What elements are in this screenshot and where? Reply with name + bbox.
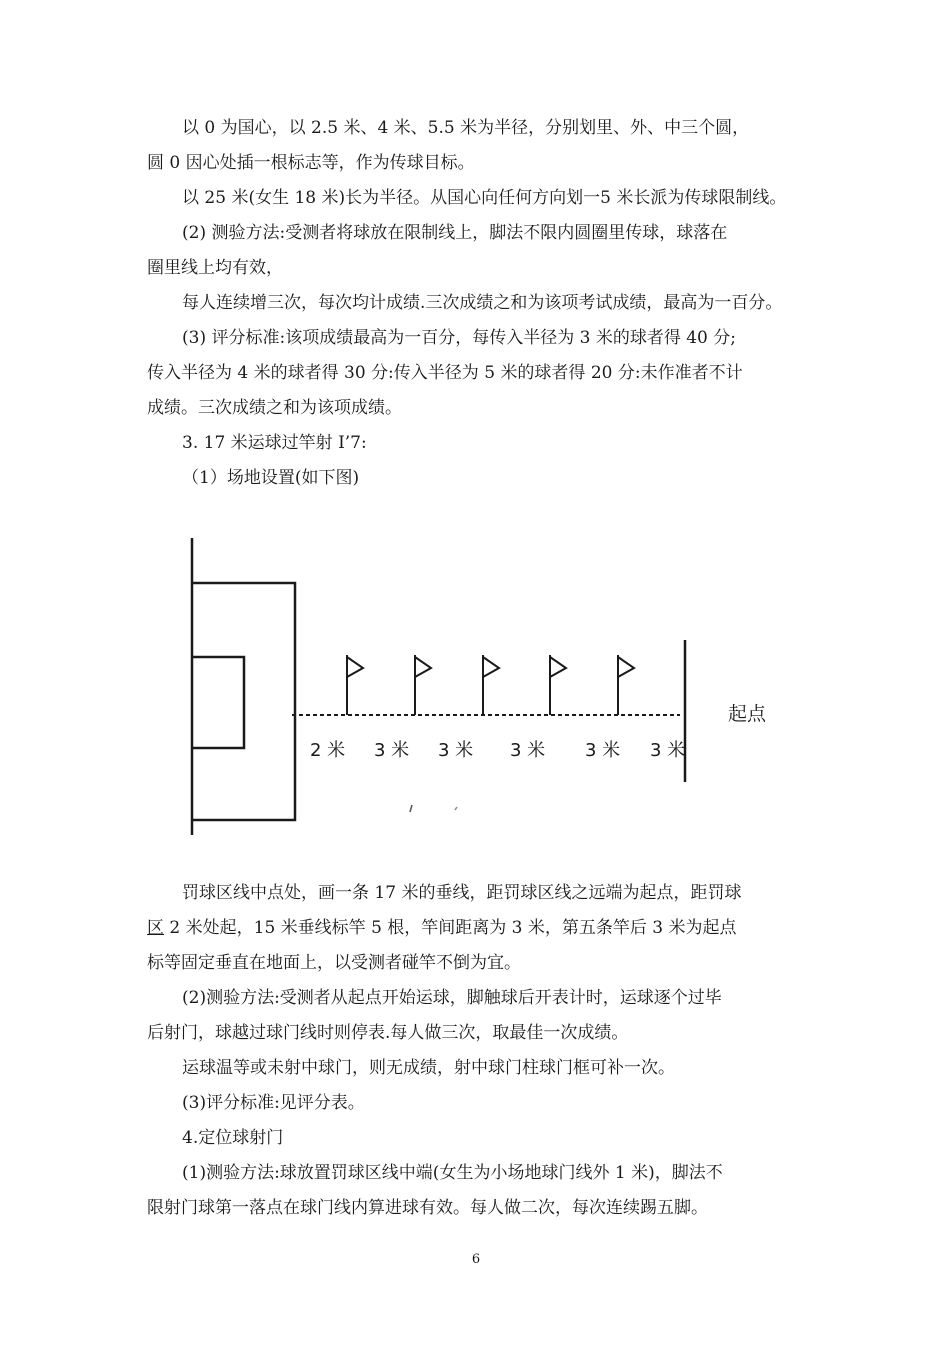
start-label: 起点 (728, 703, 767, 725)
flag-5 (618, 655, 634, 715)
subsection-heading: （1）场地设置(如下图) (182, 468, 360, 488)
flag-1 (347, 655, 363, 715)
paragraph-line: (3)评分标准:见评分表。 (182, 1093, 365, 1113)
paragraph-line: (3) 评分标准:该项成绩最高为一百分，每传入半径为 3 米的球者得 40 分; (182, 328, 737, 348)
paragraph-line: 罚球区线中点处，画一条 17 米的垂线，距罚球区线之远端为起点，距罚球 (182, 883, 742, 903)
distance-label: 3 米 (650, 740, 686, 761)
paragraph-line: (1)测验方法:球放置罚球区线中端(女生为小场地球门线外 1 米)，脚法不 (182, 1163, 723, 1183)
flag-4 (550, 655, 566, 715)
distance-label: 2 米 (310, 740, 346, 761)
paragraph-text: 2 米处起，15 米垂线标竿 5 根，竿间距离为 3 米，第五条竿后 3 米为起点 (164, 918, 737, 938)
paragraph-line: 限射门球第一落点在球门线内算进球有效。每人做二次，每次连续踢五脚。 (147, 1198, 708, 1218)
section-heading: 4.定位球射门 (182, 1128, 284, 1148)
flag-2 (415, 655, 431, 715)
page-number: 6 (471, 1252, 481, 1267)
paragraph-line: 传入半径为 4 米的球者得 30 分:传入半径为 5 米的球者得 20 分:未作准者不计 (147, 363, 743, 383)
underlined-text: 区 (147, 918, 164, 938)
paragraph-line: 成绩。三次成绩之和为该项成绩。 (147, 398, 402, 418)
paragraph-line (147, 916, 807, 940)
paragraph-line: 圈里线上均有效， (147, 258, 283, 278)
flag-3 (483, 655, 499, 715)
paragraph-line: 以 25 米(女生 18 米)长为半径。从国心向任何方向划一5 米长派为传球限制线。 (182, 188, 787, 208)
paragraph-line: 标等固定垂直在地面上，以受测者碰竿不倒为宜。 (147, 953, 521, 973)
paragraph-line: 以 0 为国心，以 2.5 米、4 米、5.5 米为半径，分别划里、外、中三个圆， (182, 118, 750, 138)
distance-label: 3 米 (374, 740, 410, 761)
paragraph-line: 圆 0 因心处插一根标志等，作为传球目标。 (147, 153, 475, 173)
goal-area (193, 657, 244, 748)
section-heading: 3. 17 米运球过竿射 I’7: (182, 433, 367, 453)
distance-label: 3 米 (510, 740, 546, 761)
distance-label: 3 米 (585, 740, 621, 761)
field-setup-diagram (160, 520, 820, 850)
paragraph-line: 后射门，球越过球门线时则停表.每人做三次，取最佳一次成绩。 (147, 1023, 629, 1043)
distance-label: 3 米 (438, 740, 474, 761)
paragraph-line: 每人连续增三次，每次均计成绩.三次成绩之和为该项考试成绩，最高为一百分。 (182, 293, 783, 313)
paragraph-line: (2)测验方法:受测者从起点开始运球，脚触球后开表计时，运球逐个过毕 (182, 988, 722, 1008)
paragraph-line: (2) 测验方法:受测者将球放在限制线上，脚法不限内圆圈里传球，球落在 (182, 223, 728, 243)
paragraph-line: 运球温等或未射中球门，则无成绩，射中球门柱球门框可补一次。 (182, 1058, 675, 1078)
